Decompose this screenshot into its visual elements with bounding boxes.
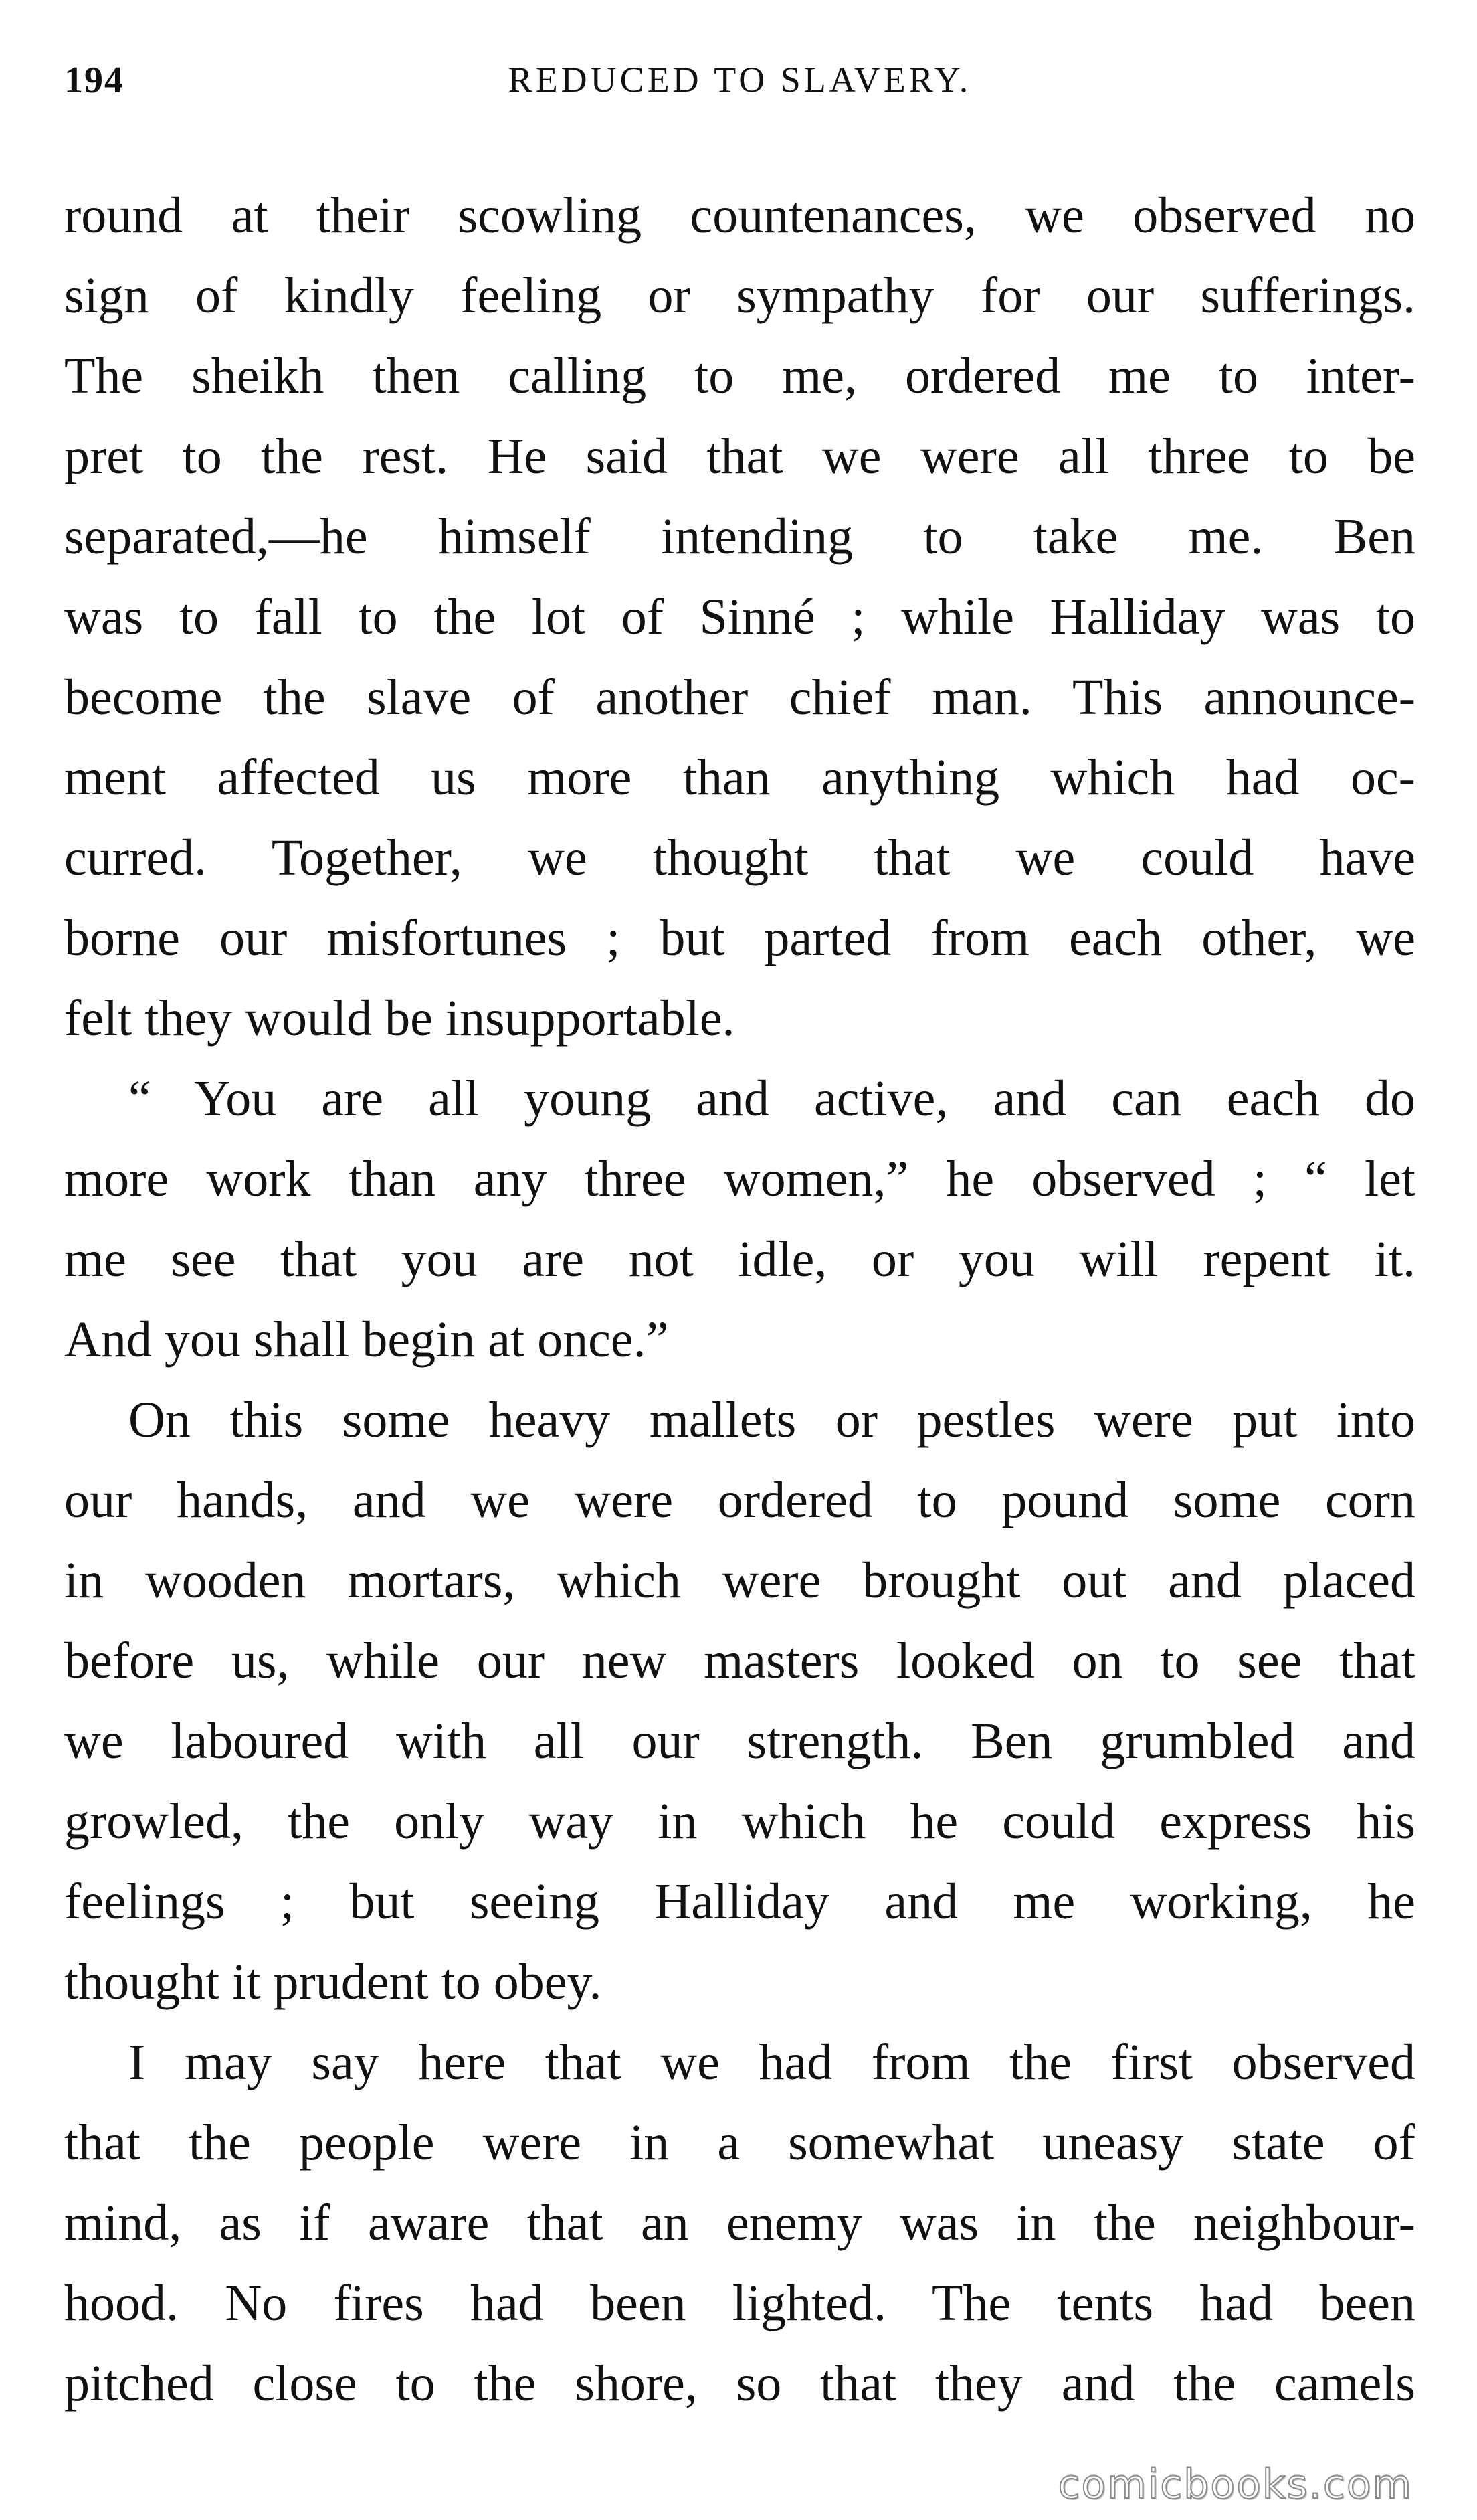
text-line: On this some heavy mallets or pestles were put into [128, 1392, 1415, 1448]
text-line: I may say here that we had from the first observed [128, 2034, 1415, 2090]
text-line: before us, while our new masters looked on to see that [64, 1633, 1415, 1689]
text-line: our hands, and we were ordered to pound some corn [64, 1472, 1415, 1528]
text-line: growled, the only way in which he could express his [64, 1793, 1415, 1850]
text-line: me see that you are not idle, or you will repent it. [64, 1231, 1415, 1287]
text-line: we laboured with all our strength. Ben grumbled and [64, 1713, 1415, 1769]
page-number: 194 [64, 60, 124, 101]
text-line: become the slave of another chief man. This announce- [64, 669, 1415, 725]
watermark: comicbooks.com [1058, 2461, 1413, 2508]
text-line: ment affected us more than anything which had oc- [64, 749, 1415, 806]
text-line: thought it prudent to obey. [64, 1954, 602, 2010]
text-line: curred. Together, we thought that we could have [64, 830, 1415, 886]
text-line: feelings ; but seeing Halliday and me working, he [64, 1874, 1415, 1930]
text-line: mind, as if aware that an enemy was in the neighbour- [64, 2195, 1415, 2251]
text-line: sign of kindly feeling or sympathy for our sufferings. [64, 268, 1415, 324]
body-text [64, 175, 1415, 2424]
page-header [64, 59, 1415, 112]
text-line: “ You are all young and active, and can each do [128, 1071, 1415, 1127]
text-line: borne our misfortunes ; but parted from each other, we [64, 910, 1415, 966]
text-line: round at their scowling countenances, we observed no [64, 187, 1415, 244]
running-title: REDUCED TO SLAVERY. [508, 60, 972, 100]
text-line: separated,—he himself intending to take me. Ben [64, 509, 1415, 565]
text-line: in wooden mortars, which were brought out and placed [64, 1552, 1415, 1609]
text-line: pitched close to the shore, so that they and the camels [64, 2355, 1415, 2412]
text-line: more work than any three women,” he observed ; “ let [64, 1151, 1415, 1207]
text-line: that the people were in a somewhat uneasy state of [64, 2114, 1415, 2171]
text-line: pret to the rest. He said that we were all three to be [64, 428, 1415, 484]
text-line: was to fall to the lot of Sinné ; while Halliday was to [64, 589, 1415, 645]
text-line: felt they would be insupportable. [64, 990, 735, 1047]
text-line: The sheikh then calling to me, ordered me to inter- [64, 348, 1415, 404]
text-line: And you shall begin at once.” [64, 1312, 669, 1368]
text-line: hood. No fires had been lighted. The tents had been [64, 2275, 1415, 2331]
